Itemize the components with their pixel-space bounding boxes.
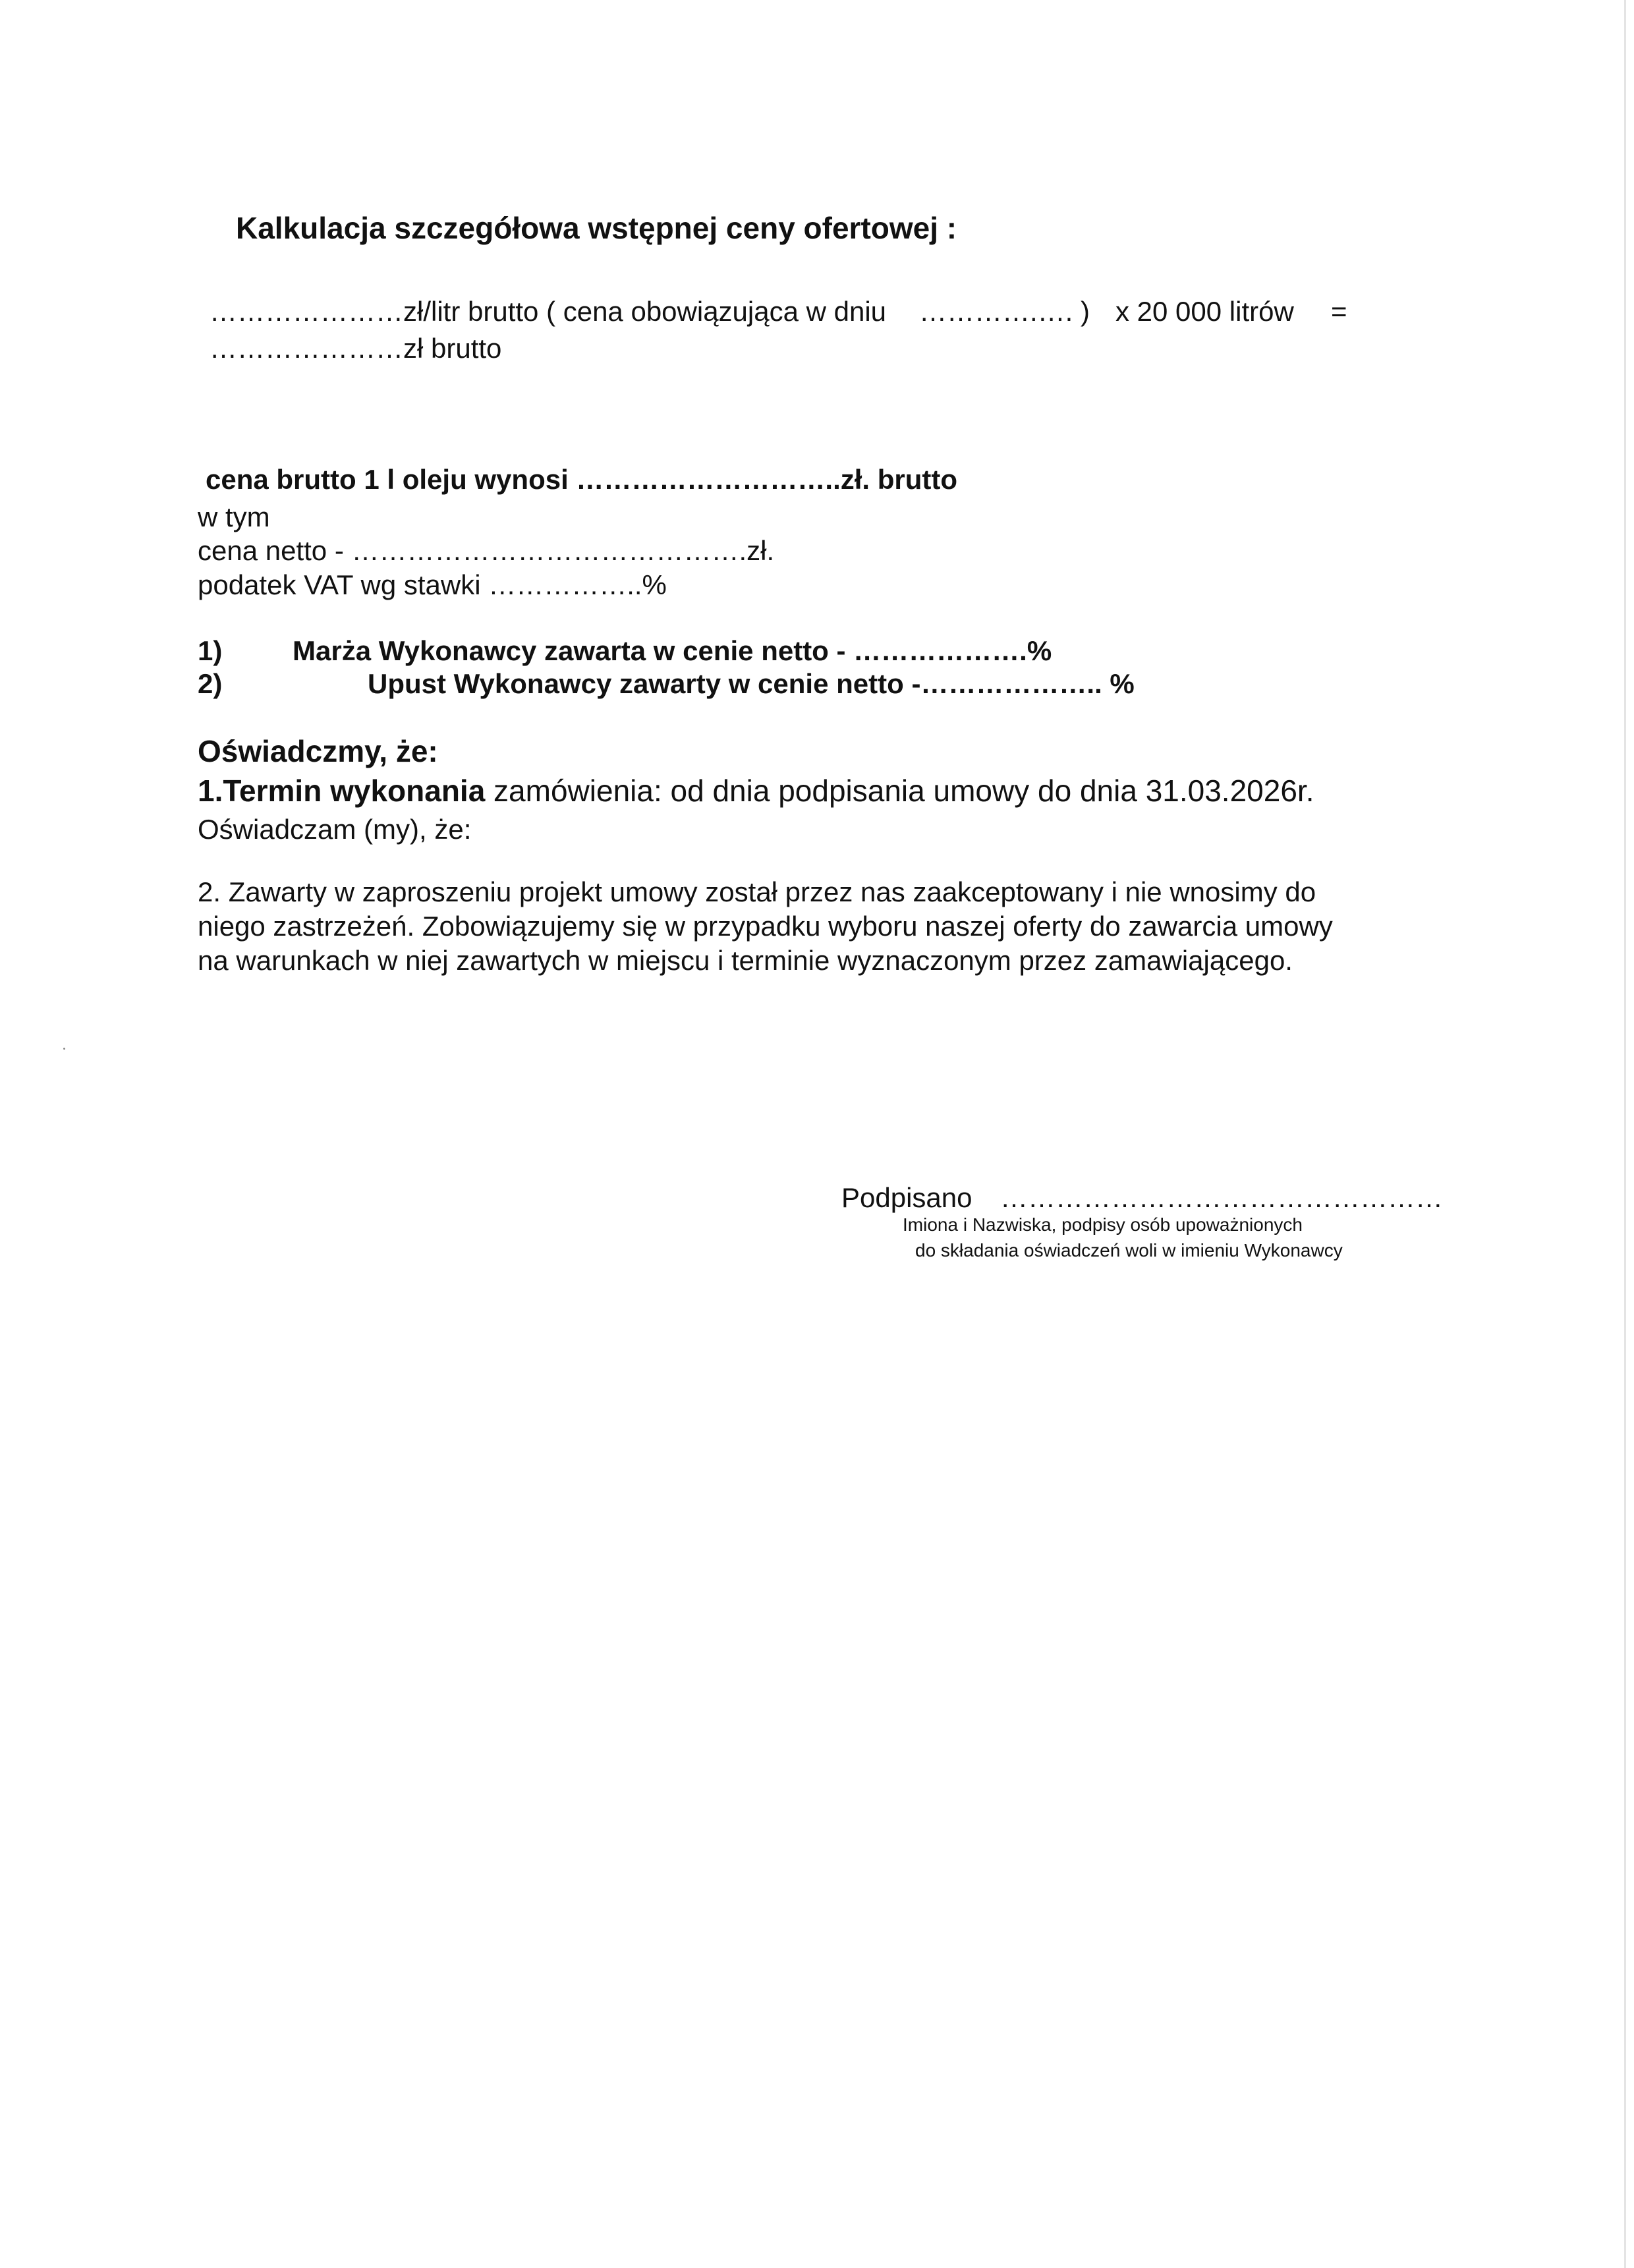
- completion-term-label: 1.Termin wykonania: [198, 774, 486, 808]
- contractor-discount-line: Upust Wykonawcy zawarty w cenie netto -……………….. %: [368, 668, 1135, 699]
- vat-rate-line: podatek VAT wg stawki ……………..%: [198, 569, 667, 600]
- signature-caption-line-1: Imiona i Nazwiska, podpisy osób upoważnionych: [903, 1214, 1303, 1235]
- completion-term-line: [198, 776, 1314, 806]
- net-price-line: cena netto - …………………………………….zł.: [198, 535, 775, 566]
- signature-label: Podpisano: [841, 1182, 972, 1213]
- contractor-margin-line: Marża Wykonawcy zawarta w cenie netto - ……………….%: [293, 635, 1052, 666]
- item-number-2: 2): [198, 668, 223, 699]
- signature-caption-line-2: do składania oświadczeń woli w imieniu Wykonawcy: [915, 1240, 1343, 1261]
- item-number-1: 1): [198, 635, 223, 666]
- including-label: w tym: [198, 501, 270, 532]
- calc-line-date-blank: ………….…. ): [919, 296, 1090, 327]
- calc-line-volume: x 20 000 litrów: [1115, 296, 1294, 327]
- completion-term-text: zamówienia: od dnia podpisania umowy do dnia 31.03.2026r.: [485, 774, 1314, 808]
- document-title: Kalkulacja szczegółowa wstępnej ceny ofertowej :: [236, 211, 957, 245]
- point-2-line-2: niego zastrzeżeń. Zobowiązujemy się w przypadku wyboru naszej oferty do zawarcia umowy: [198, 911, 1333, 942]
- signature-dots: …………………………………………: [1000, 1182, 1443, 1213]
- point-2-line-3: na warunkach w niej zawartych w miejscu i terminie wyznaczonym przez zamawiającego.: [198, 945, 1293, 976]
- gross-price-line: cena brutto 1 l oleju wynosi ………………………..zł. brutto: [206, 464, 958, 495]
- point-2-line-1: 2. Zawarty w zaproszeniu projekt umowy został przez nas zaakceptowany i nie wnosimy do: [198, 876, 1316, 907]
- calc-line-total-gross: …………………zł brutto: [210, 333, 502, 364]
- scan-speck: [63, 1048, 65, 1050]
- calc-line-equals: =: [1331, 296, 1347, 327]
- declaration-line: Oświadczam (my), że:: [198, 814, 472, 845]
- scan-edge: [1624, 0, 1626, 2268]
- calc-line-price-per-litre: …………………zł/litr brutto ( cena obowiązująca w dniu: [210, 296, 887, 327]
- statements-heading: Oświadczmy, że:: [198, 734, 438, 768]
